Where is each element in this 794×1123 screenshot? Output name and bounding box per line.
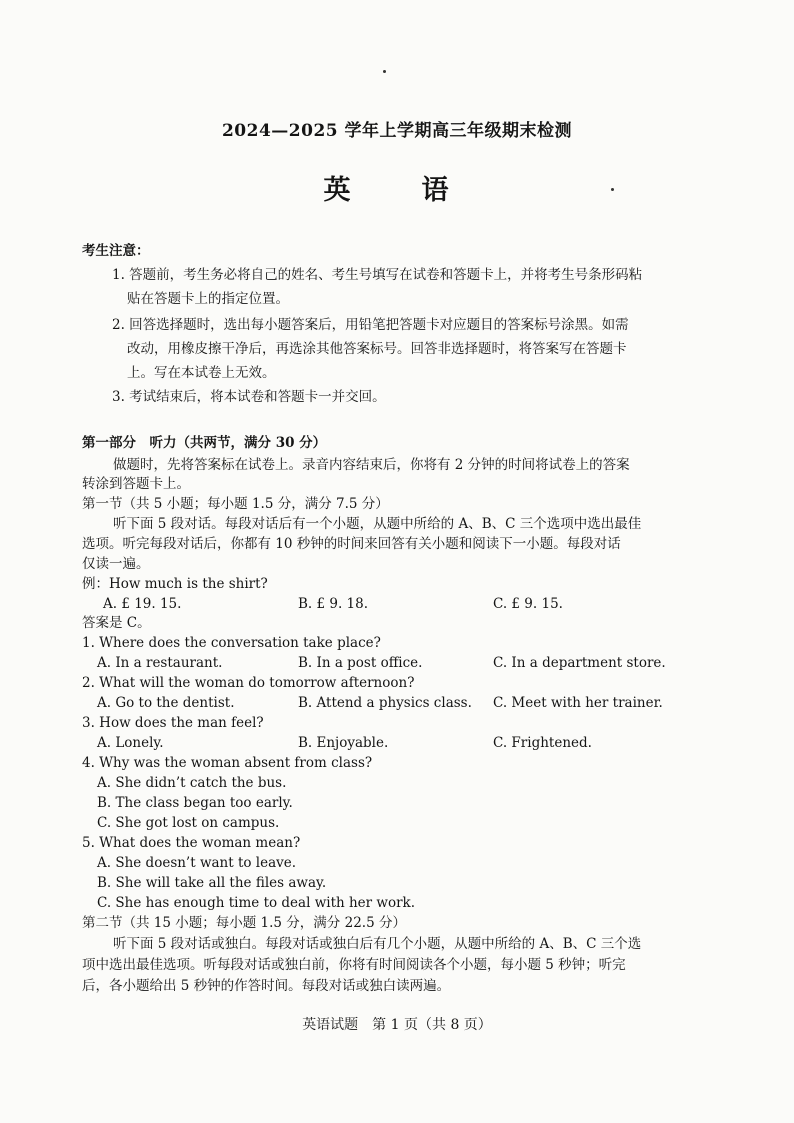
q1-option-c: C. In a department store.: [493, 655, 666, 671]
question-2: 2. What will the woman do tomorrow afternoon?: [82, 675, 415, 691]
notice-line: 贴在答题卡上的指定位置。: [127, 291, 289, 307]
q1-option-a: A. In a restaurant.: [97, 655, 223, 671]
section2-intro-line: 项中选出最佳选项。听每段对话或独白前，你将有时间阅读各个小题，每小题 5 秒钟；听完: [82, 957, 626, 973]
section2-heading: 第二节（共 15 小题；每小题 1.5 分，满分 22.5 分）: [82, 915, 406, 931]
exam-title: 2024—2025 学年上学期高三年级期末检测: [221, 121, 573, 141]
q3-option-c: C. Frightened.: [493, 735, 592, 751]
question-5: 5. What does the woman mean?: [82, 835, 301, 851]
question-3: 3. How does the man feel?: [82, 715, 264, 731]
example-option-b: B. £ 9. 18.: [298, 596, 369, 612]
notice-line: 3. 考试结束后，将本试卷和答题卡一并交回。: [112, 389, 386, 405]
q2-option-a: A. Go to the dentist.: [97, 695, 235, 711]
q5-option-b: B. She will take all the files away.: [97, 875, 327, 891]
notice-heading: 考生注意：: [82, 243, 150, 259]
q5-option-a: A. She doesn’t want to leave.: [97, 855, 297, 871]
notice-line: 改动，用橡皮擦干净后，再选涂其他答案标号。回答非选择题时，将答案写在答题卡: [127, 341, 627, 357]
q2-option-c: C. Meet with her trainer.: [493, 695, 663, 711]
section1-intro-line: 听下面 5 段对话。每段对话后有一个小题，从题中所给的 A、B、C 三个选项中选出最佳: [113, 516, 642, 532]
section1-intro-line: 选项。听完每段对话后，你都有 10 秒钟的时间来回答有关小题和阅读下一小题。每段对话: [82, 536, 621, 552]
example-answer: 答案是 C。: [82, 615, 151, 631]
page-footer: 英语试题 第 1 页（共 8 页）: [302, 1017, 492, 1033]
question-4: 4. Why was the woman absent from class?: [82, 755, 373, 771]
q4-option-c: C. She got lost on campus.: [97, 815, 280, 831]
example-question: 例：How much is the shirt?: [82, 576, 268, 592]
part1-heading: 第一部分 听力（共两节，满分 30 分）: [82, 435, 327, 451]
q1-option-b: B. In a post office.: [298, 655, 423, 671]
q3-option-a: A. Lonely.: [97, 735, 164, 751]
section1-intro-line: 仅读一遍。: [82, 556, 150, 572]
notice-line: 1. 答题前，考生务必将自己的姓名、考生号填写在试卷和答题卡上，并将考生号条形码粘: [112, 267, 643, 283]
question-1: 1. Where does the conversation take place?: [82, 635, 381, 651]
notice-line: 2. 回答选择题时，选出每小题答案后，用铅笔把答题卡对应题目的答案标号涂黑。如需: [112, 317, 629, 333]
q2-option-b: B. Attend a physics class.: [298, 695, 472, 711]
part1-intro-line: 转涂到答题卡上。: [82, 476, 190, 492]
example-option-c: C. £ 9. 15.: [493, 596, 563, 612]
notice-line: 上。写在本试卷上无效。: [127, 365, 276, 381]
section2-intro-line: 后，各小题给出 5 秒钟的作答时间。每段对话或独白读两遍。: [82, 978, 451, 994]
scan-speck: [383, 70, 386, 73]
example-option-a: A. £ 19. 15.: [103, 596, 182, 612]
part1-intro-line: 做题时，先将答案标在试卷上。录音内容结束后，你将有 2 分钟的时间将试卷上的答案: [113, 457, 630, 473]
q4-option-a: A. She didn’t catch the bus.: [97, 775, 287, 791]
q3-option-b: B. Enjoyable.: [298, 735, 389, 751]
subject-title: 英 语: [323, 175, 471, 206]
section2-intro-line: 听下面 5 段对话或独白。每段对话或独白后有几个小题，从题中所给的 A、B、C 三个选: [113, 936, 642, 952]
q4-option-b: B. The class began too early.: [97, 795, 293, 811]
section1-heading: 第一节（共 5 小题；每小题 1.5 分，满分 7.5 分）: [82, 496, 389, 512]
q5-option-c: C. She has enough time to deal with her work.: [97, 895, 416, 911]
